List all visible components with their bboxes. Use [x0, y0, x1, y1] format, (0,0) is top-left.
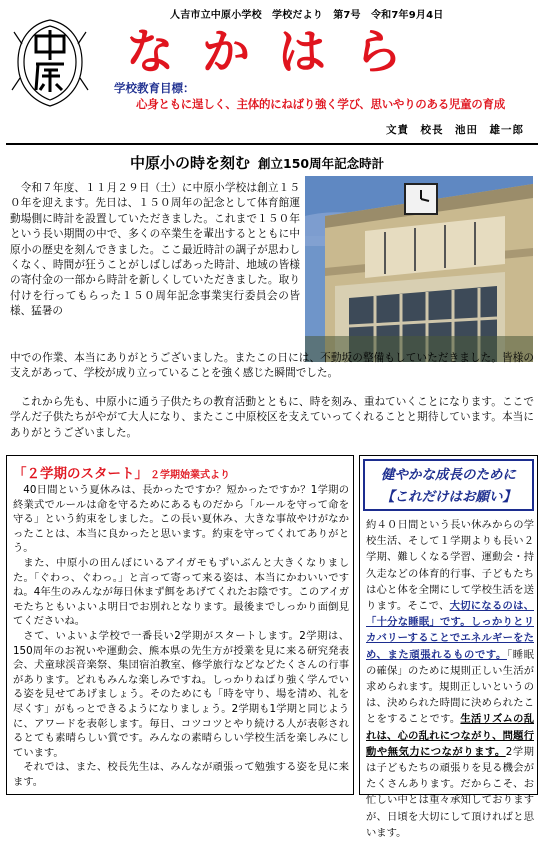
header-divider — [6, 143, 538, 145]
article-title-main: 中原小の時を刻む — [130, 154, 251, 172]
newsletter-title: なかはら — [126, 24, 431, 80]
article-paragraph-1-cont: 中での作業、本当にありがとうございました。またこの日には、不動坂の整備もしていただきました。皆様の支えがあって、学校が成り立っていることを強く感じた瞬間でした。 — [10, 352, 534, 380]
term-start-body — [13, 483, 349, 789]
term-start-box — [6, 455, 354, 795]
growth-box — [359, 455, 538, 839]
article-paragraph-1: 令和７年度、１１月２９日（土）に中原小学校は創立１５０年を迎えます。先日は、１５０周年の記念として体育館運動場側に時計を設置していただきました。これまで１５０年という長い期間の中で、多くの卒業生を輩出するとともに中原小の歴史を刻んできました。ここ最近時計の調子が思わしくなく、時間が狂うことがしばしばあった時計、地域の皆様の寄付金の一部から時計を新しくしていただきました。取り付けを行ってもらった１５０周年記念事業実行委員会の皆様、猛暑の — [10, 182, 300, 318]
growth-emphasis-1: 大切になるのは、「十分な睡眠」です。しっかりとリカバリーすることでエネルギーをため、また頑張れるものです。 — [366, 600, 534, 661]
term-start-paragraph: それでは、また、校長先生は、みんなが頑張って勉強する姿を見に来ます。 — [13, 761, 349, 788]
school-emblem — [8, 14, 92, 110]
growth-text-3: 2学期は子どもたちの頑張りを見る機会がたくさんあります。だからこそ、お忙しい中とは重々承知しておりますが、日頃を大切にして頂ければと思います。 — [366, 745, 534, 839]
growth-heading — [363, 459, 534, 511]
article-subtitle: 創立150周年記念時計 — [258, 156, 385, 171]
growth-text-1: 約４０日間という長い休みからの学校生活、そして１学期よりも長い２学期、難しくなる学習、運動会・持久走などの体育的行事、子どもたちは心と体を全開にして学校生活を送ります。そこで、 — [366, 519, 534, 613]
issue-line: 人吉市立中原小学校 学校だより 第7号 令和7年9月4日 — [170, 10, 444, 21]
term-start-paragraph: さて、いよいよ学校で一番長い2学期がスタートします。2学期は、150周年のお祝いや運動会、熊本県の先生方が授業を見に来る研究発表会、犬童球渓音楽祭、集団宿泊教室、修学旅行などなどたくさんの行事があります。どれもみんな楽しみですね。しっかりねばり強く学んでいる姿を見せてあげましょう。そのためにも「時を守り、場を清め、礼を尽くす」がもっとできるようになりましょう。2学期も1学期と同じように、アワードを表彰します。毎日、コツコツとやり続ける人が表彰されるとても素晴らしい賞です。みんなの素晴らしい学校生活を楽しみにしています。 — [13, 629, 349, 759]
growth-heading-line2: 【これだけはお願い】 — [381, 489, 516, 505]
goal-label: 学校教育目標： — [114, 81, 195, 95]
goal-text: 心身ともに逞しく、主体的にねばり強く学び、思いやりのある児童の育成 — [136, 97, 505, 111]
article-title — [130, 152, 450, 173]
growth-text-2: 「睡眠の確保」のために規則正しい生活が求められます。規則正しいというのは、決められた時間に決められたことをすることです。 — [366, 648, 534, 726]
article-paragraph-2: これから先も、中原小に通う子供たちの教育活動とともに、時を刻み、重ねていくことになります。ここで学んだ子供たちがやがて大人になり、またここ中原校区を支えていってくれることと期待しています。本当にありがとうございました。 — [10, 396, 534, 439]
term-start-title-small: ２学期始業式より — [150, 470, 230, 481]
term-start-paragraph: また、中原小の田んぼにいるアイガモもずいぶんと大きくなりました。「ぐわっ、ぐわっ。」と言って寄って来る姿は、本当にかわいいですね。4年生のみんなが毎日休まず餌をあげてくれたお陰です。このアイガモたちともいよいよ明日でお別れとなります。最後までしっかり面倒見てくださいね。 — [13, 556, 349, 628]
growth-body — [366, 517, 534, 841]
term-start-title-main: 「２学期のスタート」 — [13, 466, 148, 482]
emblem-text: 中原 — [8, 14, 10, 15]
responsible-line: 文責 校長 池田 雄一郎 — [386, 124, 524, 136]
growth-emphasis-2: 生活リズムの乱れは、心の乱れにつながり、問題行動や無気力につながります。 — [366, 713, 535, 758]
term-start-paragraph: 40日間という夏休みは、長かったですか？短かったですか？1学期の終業式でルールは命を守るためにあるものだから「ルールを守って命を守る」という約束をしました。この長い夏休み、大きな事故やけがなかったことは、本当に良かったと思います。約束を守ってくれてありがとう。 — [13, 484, 349, 555]
clock-photo — [305, 176, 533, 362]
term-start-title — [13, 462, 230, 482]
growth-heading-line1: 健やかな成長のために — [381, 467, 516, 483]
